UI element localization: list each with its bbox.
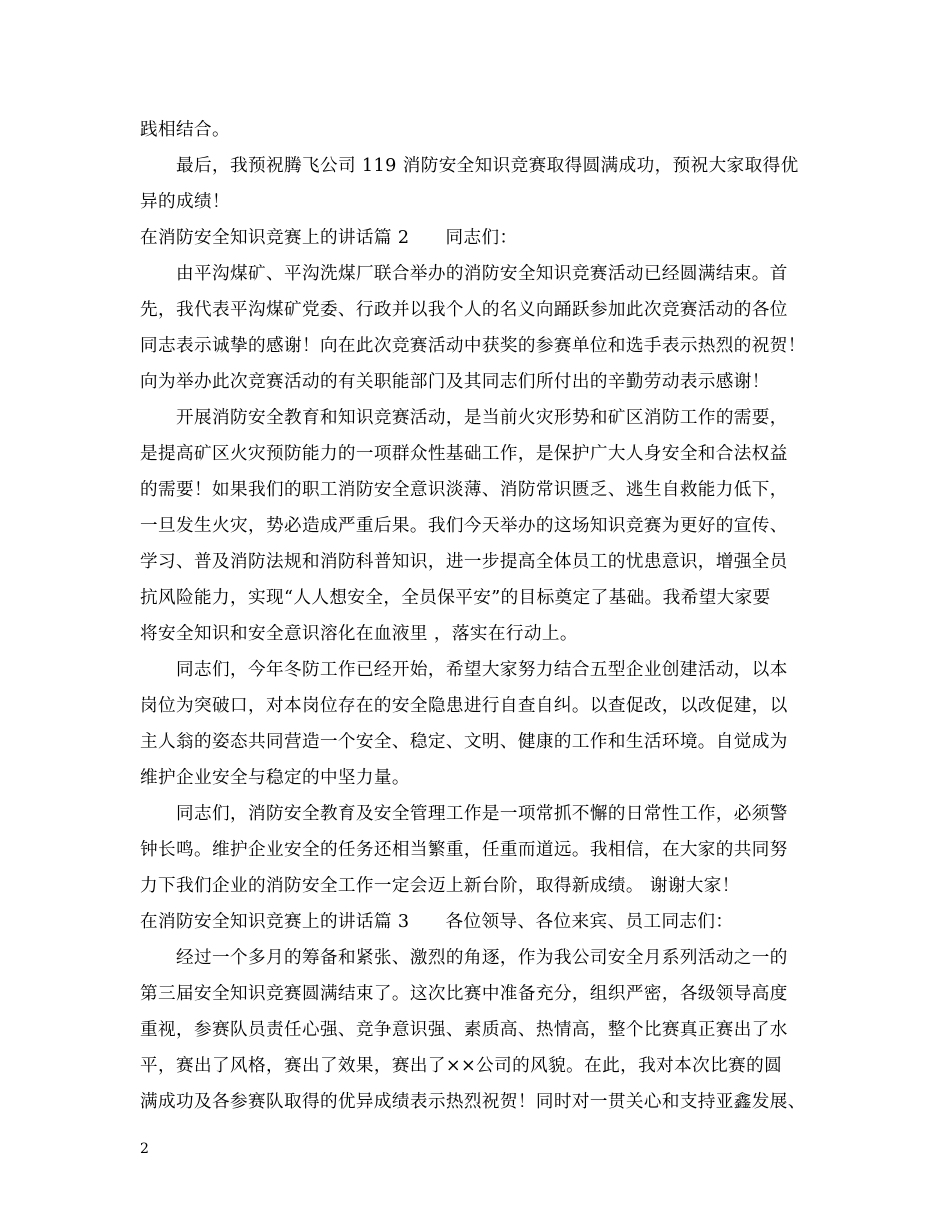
text-line: 是提高矿区火灾预防能力的一项群众性基础工作，是保护广大人身安全和合法权益: [140, 444, 788, 464]
text-line: 最后，我预祝腾飞公司 119 消防安全知识竞赛取得圆满成功，预祝大家取得优: [176, 156, 799, 176]
text-line: 维护企业安全与稳定的中坚力量。: [140, 768, 410, 788]
text-line: 经过一个多月的筹备和紧张、激烈的角逐，作为我公司安全月系列活动之一的: [176, 948, 788, 968]
text-line: 由平沟煤矿、平沟洗煤厂联合举办的消防安全知识竞赛活动已经圆满结束。首: [176, 264, 788, 284]
text-line: 力下我们企业的消防安全工作一定会迈上新台阶，取得新成绩。 谢谢大家！: [140, 876, 740, 896]
text-line: 满成功及各参赛队取得的优异成绩表示热烈祝贺！同时对一贯关心和支持亚鑫发展、: [140, 1092, 806, 1112]
text-line: 学习、普及消防法规和消防科普知识，进一步提高全体员工的忧患意识，增强全员: [140, 552, 788, 572]
heading-salutation: 同志们：: [445, 228, 518, 248]
text-line: 开展消防安全教育和知识竞赛活动，是当前火灾形势和矿区消防工作的需要，: [176, 408, 788, 428]
text-line: 平，赛出了风格，赛出了效果，赛出了××公司的风貌。在此，我对本次比赛的圆: [140, 1056, 783, 1076]
text-line: 向为举办此次竞赛活动的有关职能部门及其同志们所付出的辛勤劳动表示感谢！: [140, 372, 770, 392]
heading-salutation: 各位领导、各位来宾、员工同志们：: [445, 912, 734, 932]
heading-title: 在消防安全知识竞赛上的讲话篇 3: [140, 912, 410, 932]
section-heading-3: [140, 910, 733, 934]
text-line: 践相结合。: [140, 120, 230, 140]
page-number: 2: [140, 1141, 149, 1157]
text-line: 主人翁的姿态共同营造一个安全、稳定、文明、健康的工作和生活环境。自觉成为: [140, 732, 788, 752]
text-line: 先，我代表平沟煤矿党委、行政并以我个人的名义向踊跃参加此次竞赛活动的各位: [140, 300, 788, 320]
text-line: 一旦发生火灾，势必造成严重后果。我们今天举办的这场知识竞赛为更好的宣传、: [140, 516, 788, 536]
text-line: 重视，参赛队员责任心强、竞争意识强、素质高、热情高，整个比赛真正赛出了水: [140, 1020, 788, 1040]
heading-title: 在消防安全知识竞赛上的讲话篇 2: [140, 228, 410, 248]
text-line: 将安全知识和安全意识溶化在血液里 ，落实在行动上。: [140, 624, 578, 644]
text-line: 第三届安全知识竞赛圆满结束了。这次比赛中准备充分，组织严密，各级领导高度: [140, 984, 788, 1004]
text-line: 钟长鸣。维护企业安全的任务还相当繁重，任重而道远。我相信，在大家的共同努: [140, 840, 788, 860]
text-line: 同志们，今年冬防工作已经开始，希望大家努力结合五型企业创建活动，以本: [176, 660, 788, 680]
text-line: 异的成绩！: [140, 192, 230, 212]
text-line: 抗风险能力，实现“人人想安全，全员保平安”的目标奠定了基础。我希望大家要: [140, 588, 771, 608]
section-heading-2: [140, 226, 518, 250]
text-line: 同志表示诚挚的感谢！向在此次竞赛活动中获奖的参赛单位和选手表示热烈的祝贺！: [140, 336, 806, 356]
text-line: 的需要！如果我们的职工消防安全意识淡薄、消防常识匮乏、逃生自救能力低下，: [140, 480, 788, 500]
text-line: 同志们，消防安全教育及安全管理工作是一项常抓不懈的日常性工作，必须警: [176, 804, 788, 824]
text-line: 岗位为突破口，对本岗位存在的安全隐患进行自查自纠。以查促改，以改促建，以: [140, 696, 788, 716]
